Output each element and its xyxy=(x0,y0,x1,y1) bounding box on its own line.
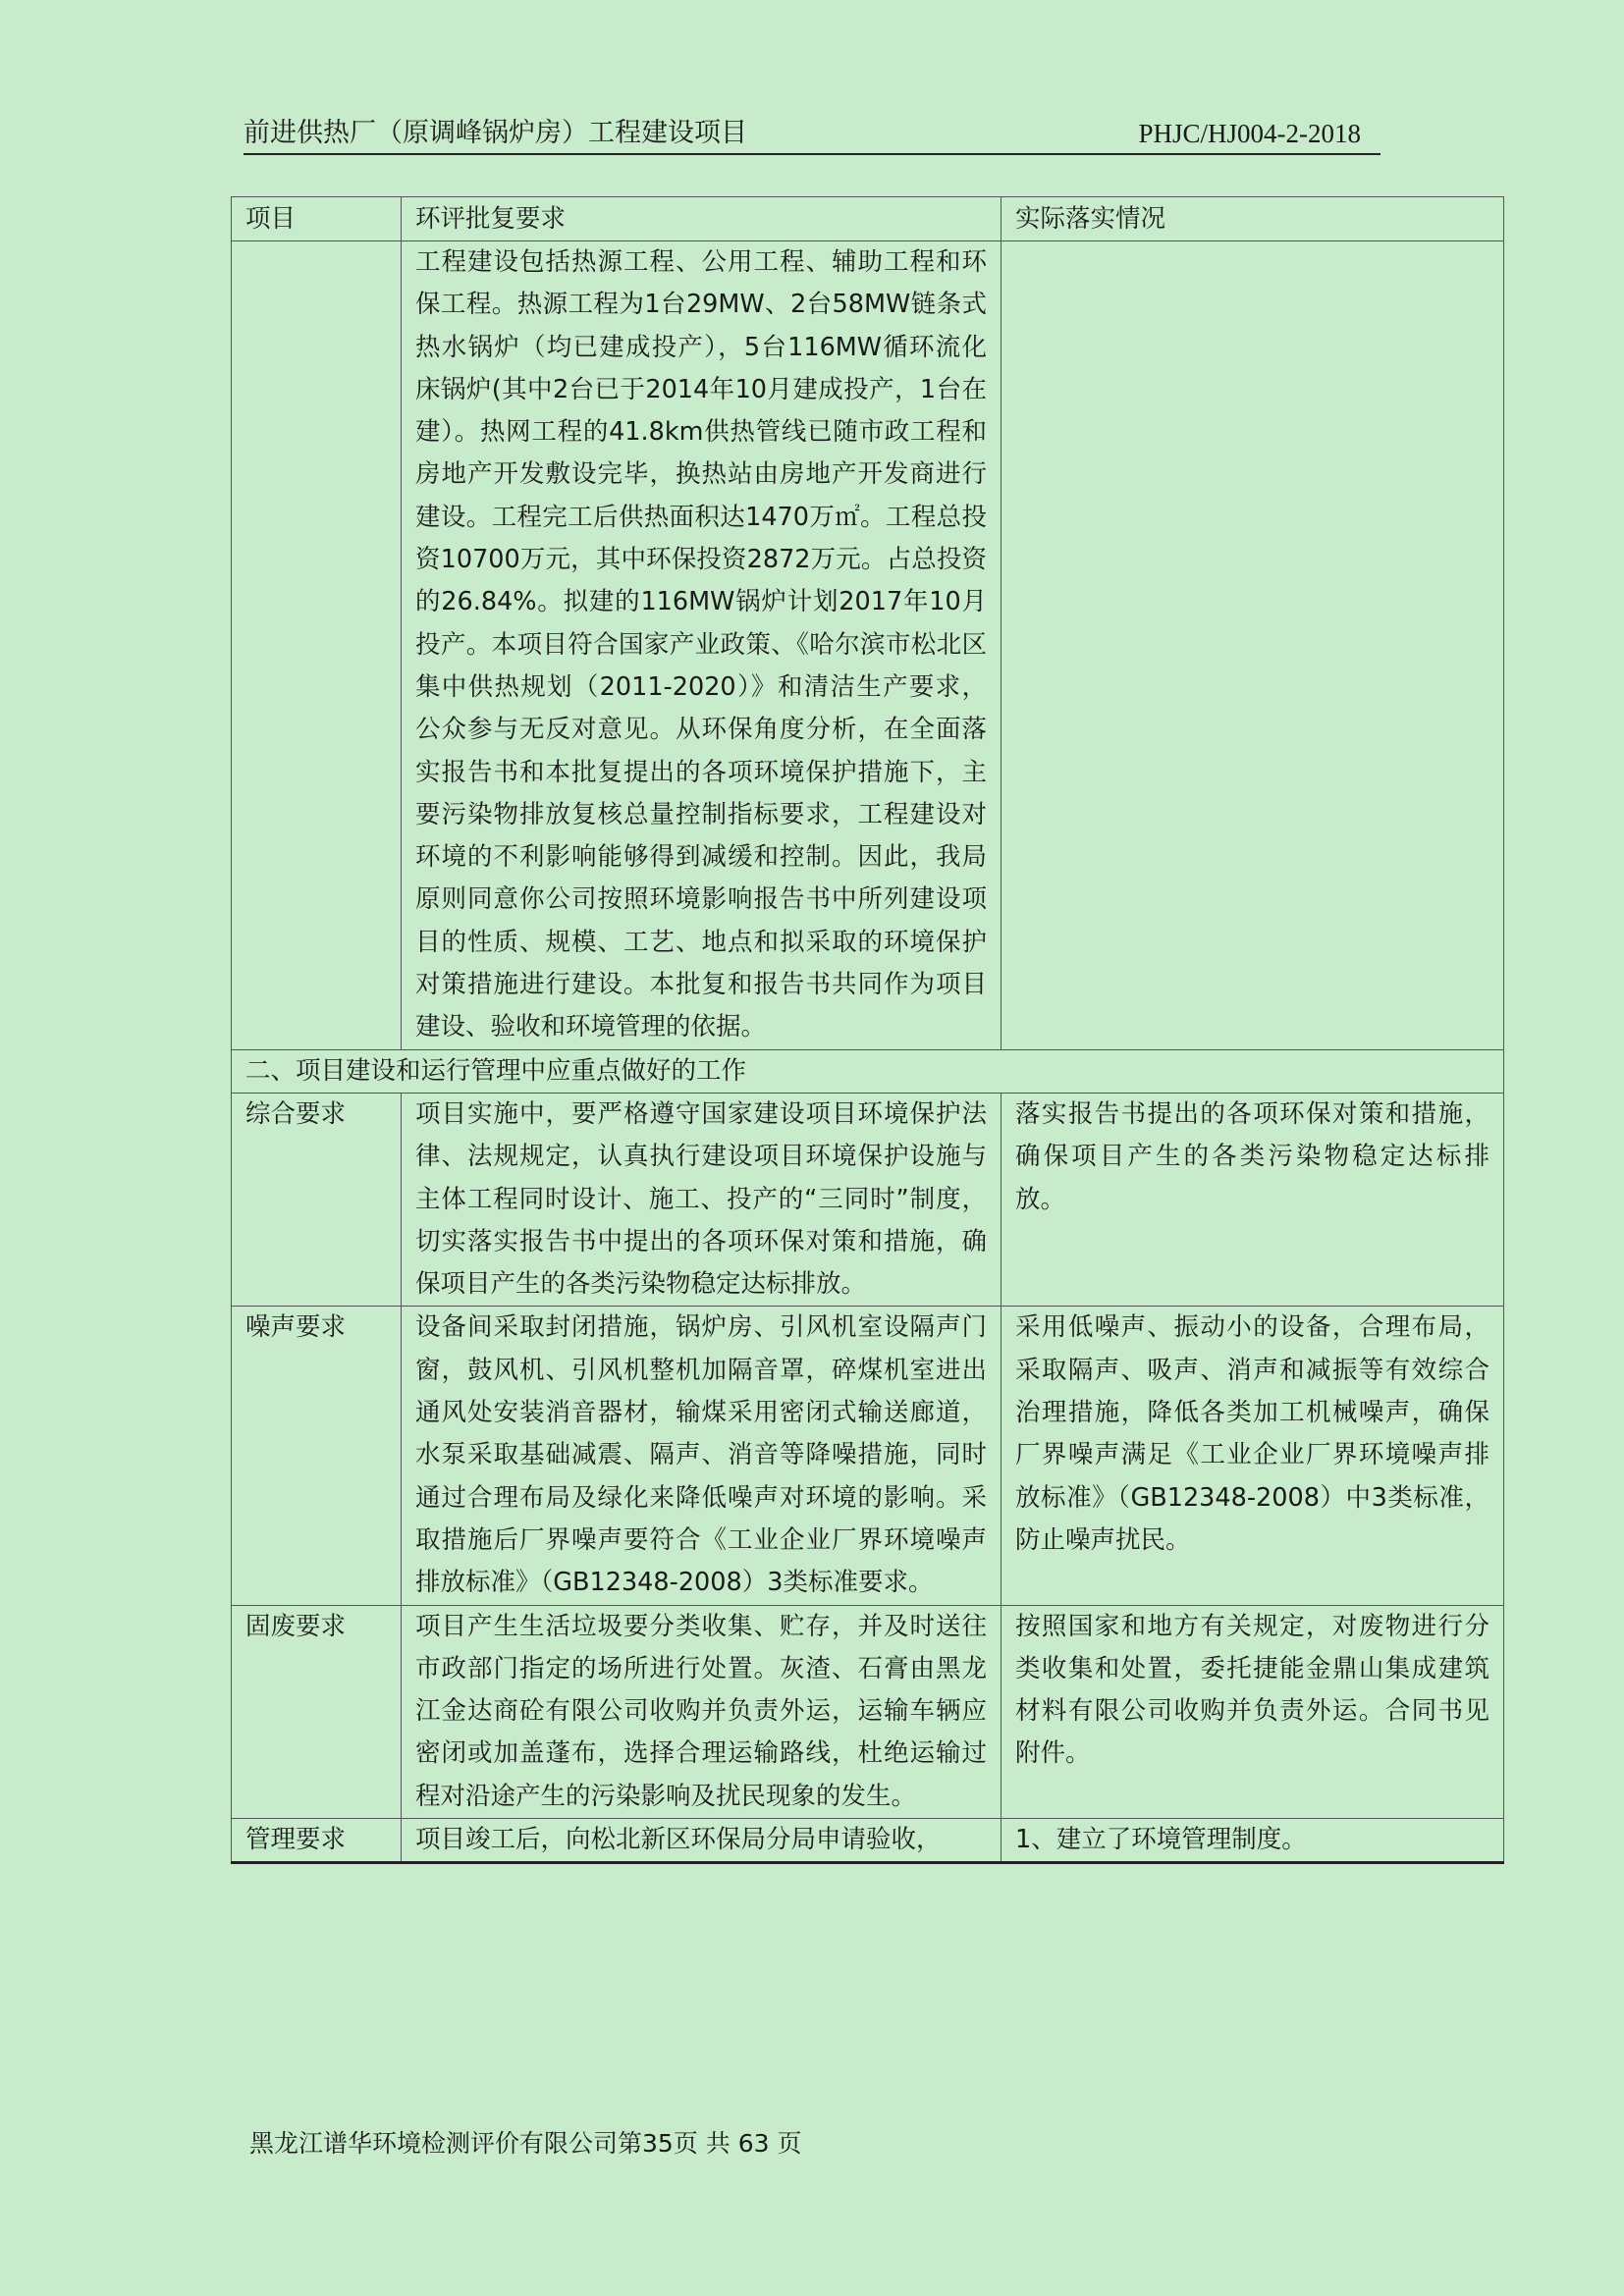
table-header-row xyxy=(232,197,1504,241)
document-title: 前进供热厂（原调峰锅炉房）工程建设项目 xyxy=(244,118,747,148)
row-implementation: 按照国家和地方有关规定，对废物进行分类收集和处置，委托捷能金鼎山集成建筑材料有限公司收购并负责外运。合同书见附件。 xyxy=(1001,1605,1504,1818)
table-row xyxy=(232,241,1504,1050)
column-header-implementation: 实际落实情况 xyxy=(1001,197,1504,241)
section-row xyxy=(232,1049,1504,1093)
row-item: 固废要求 xyxy=(232,1605,402,1818)
row-implementation: 采用低噪声、振动小的设备，合理布局，采取隔声、吸声、消声和减振等有效综合治理措施，降低各类加工机械噪声，确保厂界噪声满足《工业企业厂界环境噪声排放标准》（GB12348-2008）中3类标准，防止噪声扰民。 xyxy=(1001,1307,1504,1605)
approval-table xyxy=(231,196,1504,1864)
row-item: 噪声要求 xyxy=(232,1307,402,1605)
row-requirement: 设备间采取封闭措施，锅炉房、引风机室设隔声门窗，鼓风机、引风机整机加隔音罩，碎煤机室进出通风处安装消音器材，输煤采用密闭式输送廊道，水泵采取基础减震、隔声、消音等降噪措施，同时通过合理布局及绿化来降低噪声对环境的影响。采取措施后厂界噪声要符合《工业企业厂界环境噪声排放标准》（GB12348-2008）3类标准要求。 xyxy=(402,1307,1001,1605)
row-item: 管理要求 xyxy=(232,1818,402,1862)
column-header-item: 项目 xyxy=(232,197,402,241)
row-implementation xyxy=(1001,241,1504,1050)
page-footer: 黑龙江谱华环境检测评价有限公司第35页 共 63 页 xyxy=(249,2129,802,2158)
table-row xyxy=(232,1605,1504,1818)
row-implementation: 1、建立了环境管理制度。 xyxy=(1001,1818,1504,1862)
row-requirement: 项目实施中，要严格遵守国家建设项目环境保护法律、法规规定，认真执行建设项目环境保护设施与主体工程同时设计、施工、投产的“三同时”制度，切实落实报告书中提出的各项环保对策和措施，确保项目产生的各类污染物稳定达标排放。 xyxy=(402,1093,1001,1306)
column-header-requirement: 环评批复要求 xyxy=(402,197,1001,241)
row-item xyxy=(232,241,402,1050)
table-row xyxy=(232,1093,1504,1306)
row-requirement: 项目产生生活垃圾要分类收集、贮存，并及时送往市政部门指定的场所进行处置。灰渣、石膏由黑龙江金达商砼有限公司收购并负责外运，运输车辆应密闭或加盖蓬布，选择合理运输路线，杜绝运输过程对沿途产生的污染影响及扰民现象的发生。 xyxy=(402,1605,1001,1818)
table-row xyxy=(232,1307,1504,1605)
document-code: PHJC/HJ004-2-2018 xyxy=(1138,119,1361,148)
page-header xyxy=(244,116,1380,155)
table-row xyxy=(232,1818,1504,1862)
section-title: 二、项目建设和运行管理中应重点做好的工作 xyxy=(232,1049,1504,1093)
row-item: 综合要求 xyxy=(232,1093,402,1306)
row-requirement: 工程建设包括热源工程、公用工程、辅助工程和环保工程。热源工程为1台29MW、2台58MW链条式热水锅炉（均已建成投产），5台116MW循环流化床锅炉(其中2台已于2014年10月建成投产，1台在建）。热网工程的41.8km供热管线已随市政工程和房地产开发敷设完毕，换热站由房地产开发商进行建设。工程完工后供热面积达1470万㎡。工程总投资10700万元，其中环保投资2872万元。占总投资的26.84%。拟建的116MW锅炉计划2017年10月投产。本项目符合国家产业政策、《哈尔滨市松北区集中供热规划（2011-2020）》和清洁生产要求，公众参与无反对意见。从环保角度分析，在全面落实报告书和本批复提出的各项环境保护措施下，主要污染物排放复核总量控制指标要求，工程建设对环境的不利影响能够得到减缓和控制。因此，我局原则同意你公司按照环境影响报告书中所列建设项目的性质、规模、工艺、地点和拟采取的环境保护对策措施进行建设。本批复和报告书共同作为项目建设、验收和环境管理的依据。 xyxy=(402,241,1001,1050)
row-implementation: 落实报告书提出的各项环保对策和措施，确保项目产生的各类污染物稳定达标排放。 xyxy=(1001,1093,1504,1306)
row-requirement: 项目竣工后，向松北新区环保局分局申请验收， xyxy=(402,1818,1001,1862)
